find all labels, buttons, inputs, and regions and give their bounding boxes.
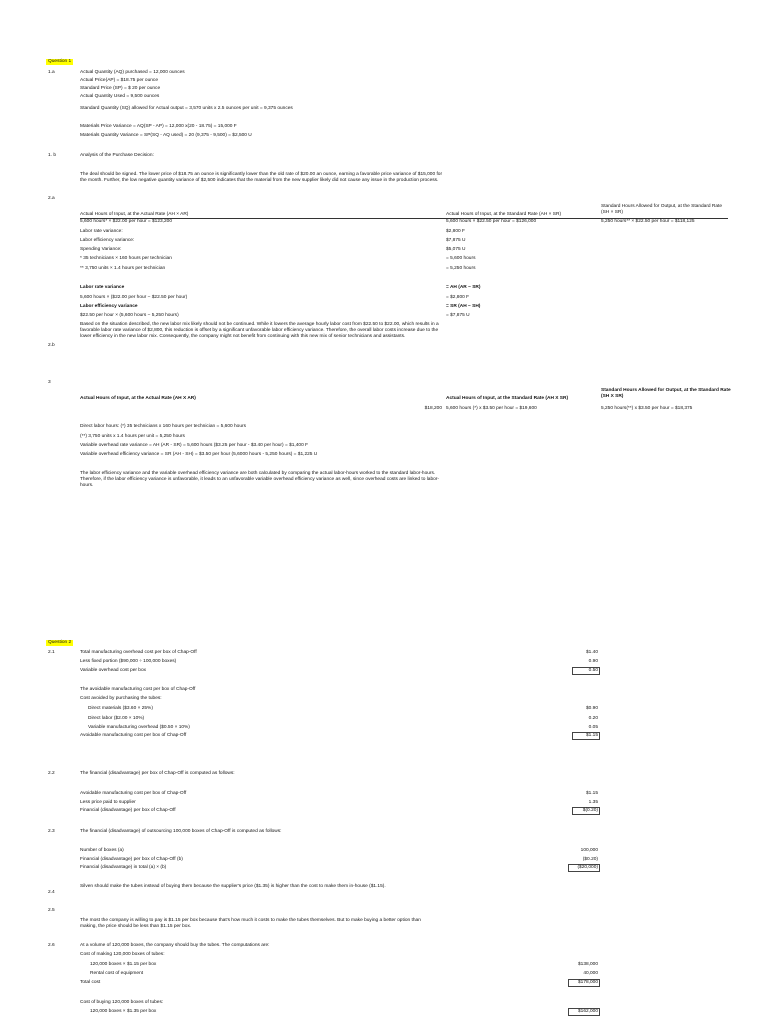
- variance-line: Materials Quantity Variance = SP(SQ - AQ used) = 20 (9,375 - 9,500) = $2,500 U: [80, 133, 252, 138]
- table-cell: 5,600 hours* × $22.00 per hour = $123,200: [80, 219, 173, 224]
- table-row-label: Financial (disadvantage) per box of Chap-Off: [80, 808, 176, 813]
- table-row-label: Variable overhead cost per box: [80, 668, 147, 673]
- table-row-label: Financial (disadvantage) per box of Chap-Off (b): [80, 857, 183, 862]
- table-row-value: $7,875 U: [446, 238, 466, 243]
- calculation-result: = $7,875 U: [446, 313, 470, 318]
- table-row-label: Less price paid to supplier: [80, 800, 136, 805]
- table-row-value: $178,000: [577, 980, 598, 985]
- table-row-label: ** 3,750 units × 1.4 hours per technician: [80, 266, 166, 271]
- question-2-label: Question 2: [48, 640, 72, 645]
- section-title: The financial (disadvantage) of outsourcing 100,000 boxes of Chap-Off is computed as follows:: [80, 829, 282, 834]
- section-subtitle: Cost of making 120,000 boxes of tubes:: [80, 952, 165, 957]
- table-row-value: 0.05: [588, 725, 598, 730]
- table-row-value: 100,000: [580, 848, 598, 853]
- paragraph: Silven should make the tubes instead of buying them because the supplier's price ($1.35) is higher than the cost to make them in-house ($1.15).: [80, 884, 386, 889]
- section-subtitle: Cost of buying 120,000 boxes of tubes:: [80, 1000, 164, 1005]
- table-row-label: Total cost: [80, 980, 101, 985]
- part-number: 2.5: [48, 908, 55, 913]
- text-line: Standard Price (SP) = $ 20 per ounce: [80, 86, 161, 91]
- table-row-value: = 5,600 hours: [446, 256, 476, 261]
- text-line: Actual Price(AP) = $18.75 per ounce: [80, 78, 158, 83]
- table-row-label: Rental cost of equipment: [90, 971, 144, 976]
- paragraph: The labor efficiency variance and the variable overhead efficiency variance are both calculated by comparing the actual labor-hours worked to the standard labor-hours. Therefore, if the labor efficiency variance is unfavorable, it leads to an unfavorable variable overhead efficiency variance as well, since overhead costs are linked to labor-hours.: [80, 471, 439, 488]
- table-row-value: 0.20: [588, 716, 598, 721]
- table-row-label: Variable manufacturing overhead ($0.50 × 10%): [88, 725, 190, 730]
- calculation: 5,600 hours × ($22.00 per hour − $22.50 per hour): [80, 295, 188, 300]
- table-row-value: $0.90: [585, 706, 598, 711]
- part-number: 3: [48, 380, 51, 385]
- part-number: 1. b: [48, 153, 57, 158]
- section-subtitle: Cost avoided by purchasing the tubes:: [80, 696, 162, 701]
- table-row-value: 0.90: [588, 659, 598, 664]
- table-row-value: 40,000: [583, 971, 598, 976]
- section-title: At a volume of 120,000 boxes, the company should buy the tubes. The computations are:: [80, 943, 270, 948]
- paragraph: The deal should be signed. The lower price of $18.75 an ounce is significantly lower than the old rate of $20.00 an ounce, earning a favorable price variance of $15,000 for the month. Further, the low negative quantity variance of $2,500 indicates that the material from the new supplier likely did not cause any issue in the production process.: [80, 172, 443, 183]
- section-title: Labor rate variance: [80, 285, 125, 290]
- section-title: Analysis of the Purchase Decision:: [80, 153, 154, 158]
- table-row-value: $5,075 U: [446, 247, 466, 252]
- text-line: (**) 3,750 units x 1.4 hours per unit = 5,250 hours: [80, 434, 185, 439]
- table-row-value: $1.40: [585, 650, 598, 655]
- calculation-result: = $2,800 F: [446, 295, 470, 300]
- table-row-label: Direct materials ($3.60 × 25%): [88, 706, 153, 711]
- text-line: Standard Quantity (SQ) allowed for Actual output = 3,570 units x 2.5 ounces per unit = 9,375 ounces: [80, 106, 293, 111]
- text-line: Variable overhead efficiency variance = SR (AH - SH) = $3.50 per hour (5,6000 hours - 5,250 hours) = $1,225 U: [80, 452, 318, 457]
- table-row-label: Less fixed portion ($90,000 ÷ 100,000 boxes): [80, 659, 177, 664]
- table-row-value: $138,000: [577, 962, 598, 967]
- table-row-label: Labor rate variance:: [80, 229, 123, 234]
- table-row-label: * 35 technicians × 160 hours per technician: [80, 256, 172, 261]
- formula: = SR (AH − SH): [446, 304, 481, 309]
- part-number: 2.b: [48, 343, 55, 348]
- variance-line: Materials Price Variance = AQ(SP - AP) = 12,000 x(20 - 18.75) = 15,000 F: [80, 124, 237, 129]
- table-header: Standard Hours Allowed for Output, at the Standard Rate (SH X SR): [601, 388, 731, 399]
- section-title: The avoidable manufacturing cost per box of Chap-Off: [80, 687, 196, 692]
- question-1-label: Question 1: [48, 59, 72, 64]
- table-row-label: 120,000 boxes × $1.35 per box: [90, 1009, 157, 1014]
- table-row-value: ($20,000): [577, 865, 598, 870]
- text-line: Direct labor hours: (*) 35 technicians x 160 hours per technician = 5,600 hours: [80, 424, 246, 429]
- part-number: 2.4: [48, 890, 55, 895]
- part-number: 1.a: [48, 70, 55, 75]
- table-cell: 5,600 hours (*) x $3.50 per hour = $19,600: [446, 406, 537, 411]
- table-header: Actual Hours of Input, at the Actual Rate (AH X AR): [80, 396, 196, 401]
- part-number: 2.3: [48, 829, 55, 834]
- table-row-value: ($0.20): [582, 857, 598, 862]
- table-row-value: 0.50: [588, 668, 598, 673]
- section-title: The financial (disadvantage) per box of Chap-Off is computed as follows:: [80, 771, 235, 776]
- table-row-label: Number of boxes (a): [80, 848, 124, 853]
- table-header: Actual Hours of Input, at the Actual Rate (AH × AR): [80, 212, 189, 217]
- table-row-label: Financial (disadvantage) in total (a) × (b): [80, 865, 167, 870]
- text-line: Actual Quantity (AQ) purchased = 12,000 ounces: [80, 70, 185, 75]
- table-row-label: Spending Variance:: [80, 247, 122, 252]
- table-row-value: $2,800 F: [446, 229, 465, 234]
- text-line: Actual Quantity Used = 9,500 ounces: [80, 94, 160, 99]
- section-title: Labor efficiency variance: [80, 304, 138, 309]
- table-cell: 5,250 hours(**) x $3.50 per hour = $18,375: [601, 406, 693, 411]
- table-row-label: Avoidable manufacturing cost per box of Chap-Off: [80, 733, 187, 738]
- table-cell: 5,250 hours** × $22.50 per hour = $118,125: [601, 219, 695, 224]
- table-row-value: $1.15: [585, 791, 598, 796]
- part-number: 2.6: [48, 943, 55, 948]
- table-row-value: = 5,250 hours: [446, 266, 476, 271]
- table-row-label: Labor efficiency variance:: [80, 238, 135, 243]
- table-cell: 5,600 hours × $22.50 per hour = $126,000: [446, 219, 537, 224]
- table-row-value: $(0.20): [582, 808, 598, 813]
- calculation: $22.50 per hour × (5,600 hours − 5,250 hours): [80, 313, 179, 318]
- table-row-value: 1.35: [588, 800, 598, 805]
- table-row-label: 120,000 boxes × $1.15 per box: [90, 962, 157, 967]
- table-cell: $18,200: [424, 406, 442, 411]
- part-number: 2.a: [48, 196, 55, 201]
- table-header: Actual Hours of Input, at the Standard Rate (AH X SR): [446, 396, 569, 401]
- text-line: Variable overhead rate variance = AH (AR - SR) = 5,600 hours ($3.25 per hour - $3.40 per hour) = $1,400 F: [80, 443, 309, 448]
- part-number: 2.2: [48, 771, 55, 776]
- table-row-value: $1.15: [585, 733, 598, 738]
- part-number: 2.1: [48, 650, 55, 655]
- table-row-label: Total manufacturing overhead cost per box of Chap-Off: [80, 650, 197, 655]
- paragraph: The most the company is willing to pay is $1.15 per box because that's how much it costs to make the tubes themselves. But to make buying a better option than making, the price should be less than $1.15 per box.: [80, 918, 421, 929]
- table-row-label: Direct labor ($2.00 × 10%): [88, 716, 145, 721]
- table-header: Actual Hours of Input, at the Standard Rate (AH × SR): [446, 212, 562, 217]
- table-header: Standard Hours Allowed for Output, at the Standard Rate (SH × SR): [601, 204, 723, 215]
- formula: = AH (AR − SR): [446, 285, 481, 290]
- table-row-label: Avoidable manufacturing cost per box of Chap-Off: [80, 791, 187, 796]
- paragraph: Based on the situation described, the new labor mix likely should not be continued. While it lowers the average hourly labor cost from $22.50 to $22.00, which results in a favorable labor rate variance of $2,800, this reduction is offset by a significant unfavorable labor efficiency variance. Therefore, the overall labor costs increase due to the lower efficiency in the new labor mix. Consequently, the company might not benefit from continuing with this new mix of senior technicians and assistants.: [80, 322, 439, 339]
- table-row-value: $162,000: [577, 1009, 598, 1014]
